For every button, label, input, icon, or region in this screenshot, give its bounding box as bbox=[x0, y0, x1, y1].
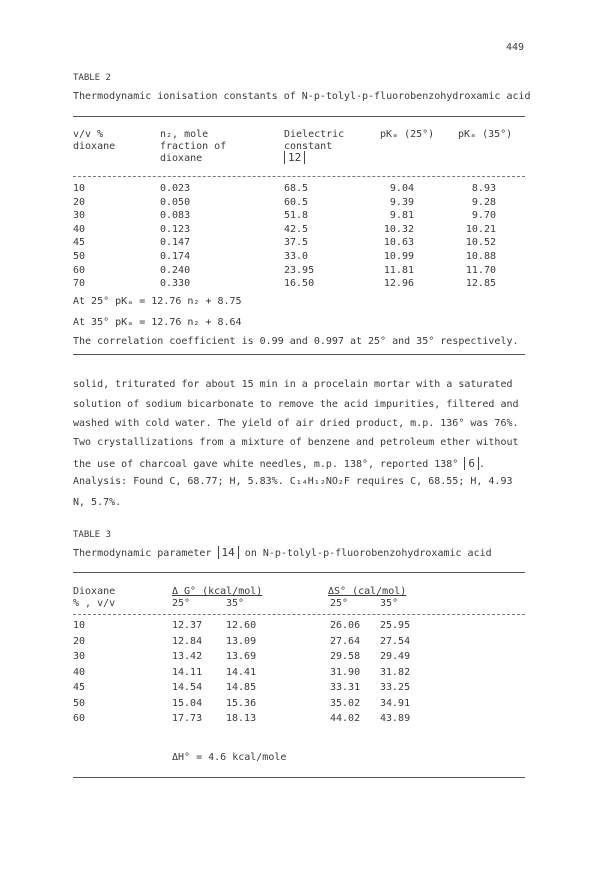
t2-cell-pka-25: 10.32 bbox=[383, 223, 414, 235]
t2-cell-pka-25: 9.81 bbox=[389, 210, 414, 222]
t3-cell-dg-25: 14.54 bbox=[172, 682, 203, 693]
t2-h3-l2: constant bbox=[284, 141, 333, 152]
t3-cell-ds-25: 44.02 bbox=[330, 713, 361, 724]
t2-cell-dioxane: 60 bbox=[73, 264, 86, 276]
t2-cell-mole-fraction: 0.083 bbox=[160, 210, 191, 222]
t3-cell-dg-25: 12.84 bbox=[172, 635, 203, 647]
t2-h2-l3: dioxane bbox=[160, 153, 203, 164]
table3-title-b: on N-p-tolyl-p-fluorobenzohydroxamic acid bbox=[244, 548, 492, 559]
t2-cell-mole-fraction: 0.123 bbox=[160, 223, 191, 235]
t3-cell-ds-35: 27.54 bbox=[380, 635, 411, 647]
t3-h-dg: Δ G° (kcal/mol) bbox=[172, 586, 263, 597]
t2-cell-pka-35: 9.28 bbox=[471, 196, 496, 208]
table2-bottom-rule bbox=[73, 354, 525, 355]
t2-cell-dielectric: 42.5 bbox=[284, 223, 309, 235]
t3-cell-ds-35: 34.91 bbox=[380, 697, 411, 709]
t2-cell-pka-35: 10.21 bbox=[465, 223, 496, 235]
t2-cell-pka-35: 8.93 bbox=[471, 183, 496, 194]
body-ref-6: 6 bbox=[464, 457, 479, 470]
t2-cell-dielectric: 23.95 bbox=[284, 264, 315, 276]
t2-cell-dielectric: 16.50 bbox=[284, 278, 315, 290]
t2-h1-l2: dioxane bbox=[73, 141, 116, 152]
t2-cell-pka-25: 12.96 bbox=[383, 278, 414, 290]
t2-cell-pka-25: 11.81 bbox=[383, 264, 414, 276]
table2-label: TABLE 2 bbox=[73, 73, 111, 83]
t3-cell-dioxane: 50 bbox=[73, 697, 86, 709]
t2-cell-dioxane: 30 bbox=[73, 210, 86, 222]
t2-cell-pka-25: 9.04 bbox=[389, 183, 414, 194]
t3-cell-dioxane: 40 bbox=[73, 666, 86, 678]
t2-cell-mole-fraction: 0.147 bbox=[160, 237, 191, 249]
t3-h-dg-25: 25° bbox=[172, 598, 191, 609]
t2-cell-pka-25: 10.99 bbox=[383, 251, 414, 262]
t3-cell-ds-25: 31.90 bbox=[330, 666, 361, 678]
body-line-4: Two crystallizations from a mixture of benzene and petroleum ether without bbox=[73, 437, 519, 448]
t2-cell-pka-35: 10.52 bbox=[465, 237, 496, 249]
t3-cell-dg-35: 15.36 bbox=[226, 697, 257, 709]
t2-cell-pka-25: 10.63 bbox=[383, 237, 414, 249]
body-line-1: solid, triturated for about 15 min in a procelain mortar with a saturated bbox=[73, 379, 513, 390]
body-line-5: the use of charcoal gave white needles, m.p. 138°, reported 138° 6 . bbox=[73, 457, 485, 470]
t2-cell-pka-35: 11.70 bbox=[465, 264, 496, 276]
t3-cell-dioxane: 60 bbox=[73, 713, 86, 724]
table2-title: Thermodynamic ionisation constants of N-p-tolyl-p-fluorobenzohydroxamic acid bbox=[73, 91, 531, 102]
t2-cell-dioxane: 20 bbox=[73, 196, 86, 208]
t3-cell-dg-35: 13.09 bbox=[226, 635, 257, 647]
t2-cell-dielectric: 33.0 bbox=[284, 251, 309, 262]
body-line-3: washed with cold water. The yield of air dried product, m.p. 136° was 76%. bbox=[73, 418, 519, 429]
t2-cell-dielectric: 60.5 bbox=[284, 196, 309, 208]
table3-bottom-rule bbox=[73, 777, 525, 778]
t2-h3-l1: Dielectric bbox=[284, 129, 345, 140]
t2-h3-ref-num: 12 bbox=[284, 151, 305, 164]
t2-cell-pka-25: 9.39 bbox=[389, 196, 414, 208]
t2-h4: pKₐ (25°) bbox=[380, 129, 435, 140]
t3-cell-dg-35: 13.69 bbox=[226, 651, 257, 662]
table3-footer: ΔH° = 4.6 kcal/mole bbox=[172, 752, 287, 763]
t3-cell-dg-35: 14.41 bbox=[226, 666, 257, 678]
t2-cell-dielectric: 51.8 bbox=[284, 210, 309, 222]
table2-eq-25: At 25° pKₐ = 12.76 n₂ + 8.75 bbox=[73, 296, 242, 307]
table2-note: The correlation coefficient is 0.99 and 0.997 at 25° and 35° respectively. bbox=[73, 336, 519, 347]
t3-cell-dg-35: 14.85 bbox=[226, 682, 257, 693]
t3-cell-dg-25: 12.37 bbox=[172, 620, 203, 631]
t3-cell-ds-35: 33.25 bbox=[380, 682, 411, 693]
t2-cell-dioxane: 45 bbox=[73, 237, 86, 249]
t3-cell-ds-25: 33.31 bbox=[330, 682, 361, 693]
table2-top-rule bbox=[73, 116, 525, 117]
t3-cell-ds-25: 27.64 bbox=[330, 635, 361, 647]
t2-cell-dioxane: 40 bbox=[73, 223, 86, 235]
t3-cell-ds-25: 29.58 bbox=[330, 651, 361, 662]
t2-cell-mole-fraction: 0.240 bbox=[160, 264, 191, 276]
t2-h1-l1: v/v % bbox=[73, 129, 104, 140]
body-line-5-text: the use of charcoal gave white needles, m.p. 138°, reported 138° bbox=[73, 459, 459, 470]
body-line-2: solution of sodium bicarbonate to remove the acid impurities, filtered and bbox=[73, 399, 519, 410]
t2-cell-dioxane: 10 bbox=[73, 183, 86, 194]
t2-cell-mole-fraction: 0.174 bbox=[160, 251, 191, 262]
t2-h2-l1: n₂, mole bbox=[160, 129, 209, 140]
t3-h-vv: % , v/v bbox=[73, 598, 116, 609]
t3-cell-ds-35: 31.82 bbox=[380, 666, 411, 678]
t3-cell-dioxane: 30 bbox=[73, 651, 86, 662]
t3-cell-dg-35: 12.60 bbox=[226, 620, 257, 631]
table2-header-rule bbox=[73, 176, 525, 177]
table3-top-rule bbox=[73, 572, 525, 573]
t2-h3-ref bbox=[284, 151, 305, 164]
t3-h-ds-35: 35° bbox=[380, 598, 399, 609]
page-number: 449 bbox=[506, 42, 525, 53]
t2-cell-dioxane: 70 bbox=[73, 278, 86, 290]
t2-cell-dielectric: 37.5 bbox=[284, 237, 309, 249]
t3-h-dg-35: 35° bbox=[226, 598, 245, 609]
t2-cell-pka-35: 9.70 bbox=[471, 210, 496, 222]
table3-header-rule bbox=[73, 614, 525, 615]
t2-cell-pka-35: 10.88 bbox=[465, 251, 496, 262]
table3-label: TABLE 3 bbox=[73, 530, 111, 540]
t2-h5: pKₐ (35°) bbox=[458, 129, 513, 140]
t3-cell-ds-35: 43.89 bbox=[380, 713, 411, 724]
t3-h-ds-25: 25° bbox=[330, 598, 349, 609]
t2-cell-mole-fraction: 0.050 bbox=[160, 196, 191, 208]
t3-cell-ds-35: 25.95 bbox=[380, 620, 411, 631]
t2-cell-mole-fraction: 0.023 bbox=[160, 183, 191, 194]
t3-cell-dg-25: 13.42 bbox=[172, 651, 203, 662]
t3-cell-dg-25: 17.73 bbox=[172, 713, 203, 724]
t3-h-ds: ΔS° (cal/mol) bbox=[328, 586, 407, 597]
body-line-6: Analysis: Found C, 68.77; H, 5.83%. C₁₄H₁₂NO₂F requires C, 68.55; H, 4.93 bbox=[73, 476, 513, 487]
table2-eq-35: At 35° pKₐ = 12.76 n₂ + 8.64 bbox=[73, 317, 242, 328]
t3-cell-ds-35: 29.49 bbox=[380, 651, 411, 662]
t3-cell-dg-25: 15.04 bbox=[172, 697, 203, 709]
t3-cell-dioxane: 45 bbox=[73, 682, 86, 693]
t3-cell-ds-25: 35.02 bbox=[330, 697, 361, 709]
t3-cell-dg-35: 18.13 bbox=[226, 713, 257, 724]
t3-cell-ds-25: 26.06 bbox=[330, 620, 361, 631]
t3-cell-dioxane: 10 bbox=[73, 620, 86, 631]
t2-cell-pka-35: 12.85 bbox=[465, 278, 496, 290]
table3-title-ref: 14 bbox=[218, 546, 239, 559]
t2-cell-dioxane: 50 bbox=[73, 251, 86, 262]
t3-h-dioxane: Dioxane bbox=[73, 586, 116, 597]
t2-cell-mole-fraction: 0.330 bbox=[160, 278, 191, 290]
table3-title bbox=[73, 546, 492, 559]
body-line-7: N, 5.7%. bbox=[73, 497, 122, 508]
t2-h2-l2: fraction of bbox=[160, 141, 227, 152]
t3-cell-dg-25: 14.11 bbox=[172, 666, 203, 678]
table3-title-a: Thermodynamic parameter bbox=[73, 548, 212, 559]
t2-cell-dielectric: 68.5 bbox=[284, 183, 309, 194]
t3-cell-dioxane: 20 bbox=[73, 635, 86, 647]
